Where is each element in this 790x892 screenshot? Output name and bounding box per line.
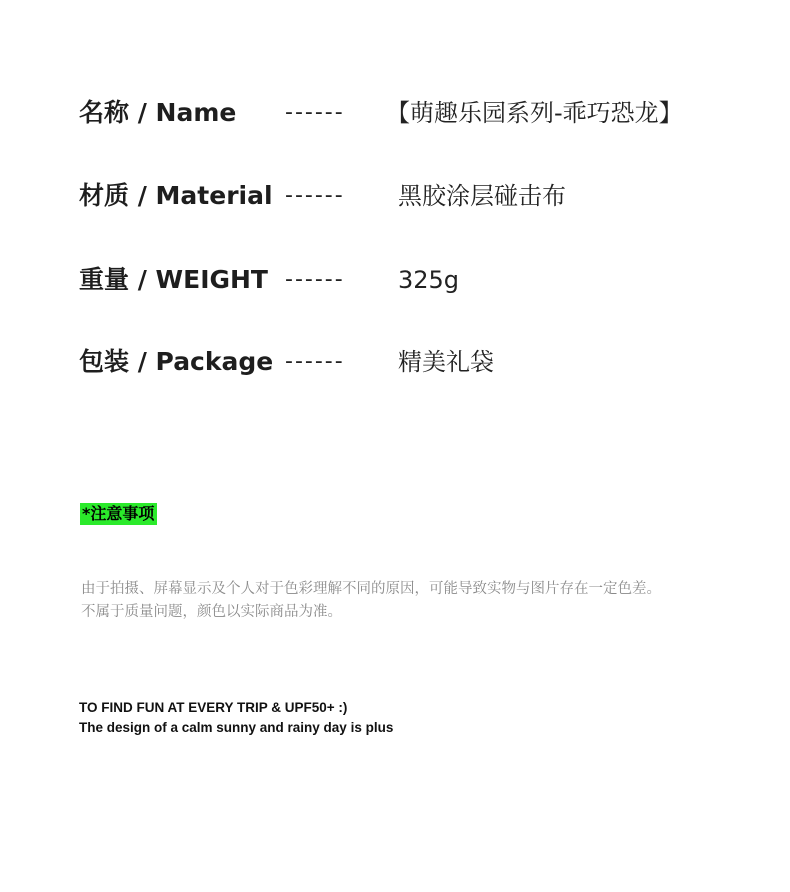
spec-dash-separator: ------ (285, 349, 345, 374)
spec-label: 名称 / Name (79, 98, 237, 127)
tagline-line-1: TO FIND FUN AT EVERY TRIP & UPF50+ :) (79, 700, 348, 715)
disclaimer-line: 由于拍摄、屏幕显示及个人对于色彩理解不同的原因，可能导致实物与图片存在一定色差。 (81, 581, 661, 597)
spec-dash-separator: ------ (285, 267, 345, 292)
spec-row-name (0, 93, 790, 133)
tagline (79, 698, 393, 738)
spec-row-package (0, 342, 790, 382)
spec-row-weight (0, 260, 790, 300)
tagline-line-2: The design of a calm sunny and rainy day is plus (79, 720, 394, 735)
spec-value: 325g (398, 266, 460, 294)
disclaimer-line: 不属于质量问题，颜色以实际商品为准。 (81, 604, 342, 620)
spec-value: 精美礼袋 (398, 348, 494, 376)
spec-label: 材质 / Material (79, 181, 273, 210)
notice-badge: *注意事项 (80, 503, 157, 525)
spec-label: 重量 / WEIGHT (79, 265, 268, 294)
disclaimer-text (81, 578, 761, 624)
spec-label: 包装 / Package (79, 347, 274, 376)
spec-value: 黑胶涂层碰击布 (398, 182, 566, 210)
spec-value: 【萌趣乐园系列-乖巧恐龙】 (386, 99, 683, 127)
spec-dash-separator: ------ (285, 183, 345, 208)
spec-row-material (0, 176, 790, 216)
spec-dash-separator: ------ (285, 100, 345, 125)
